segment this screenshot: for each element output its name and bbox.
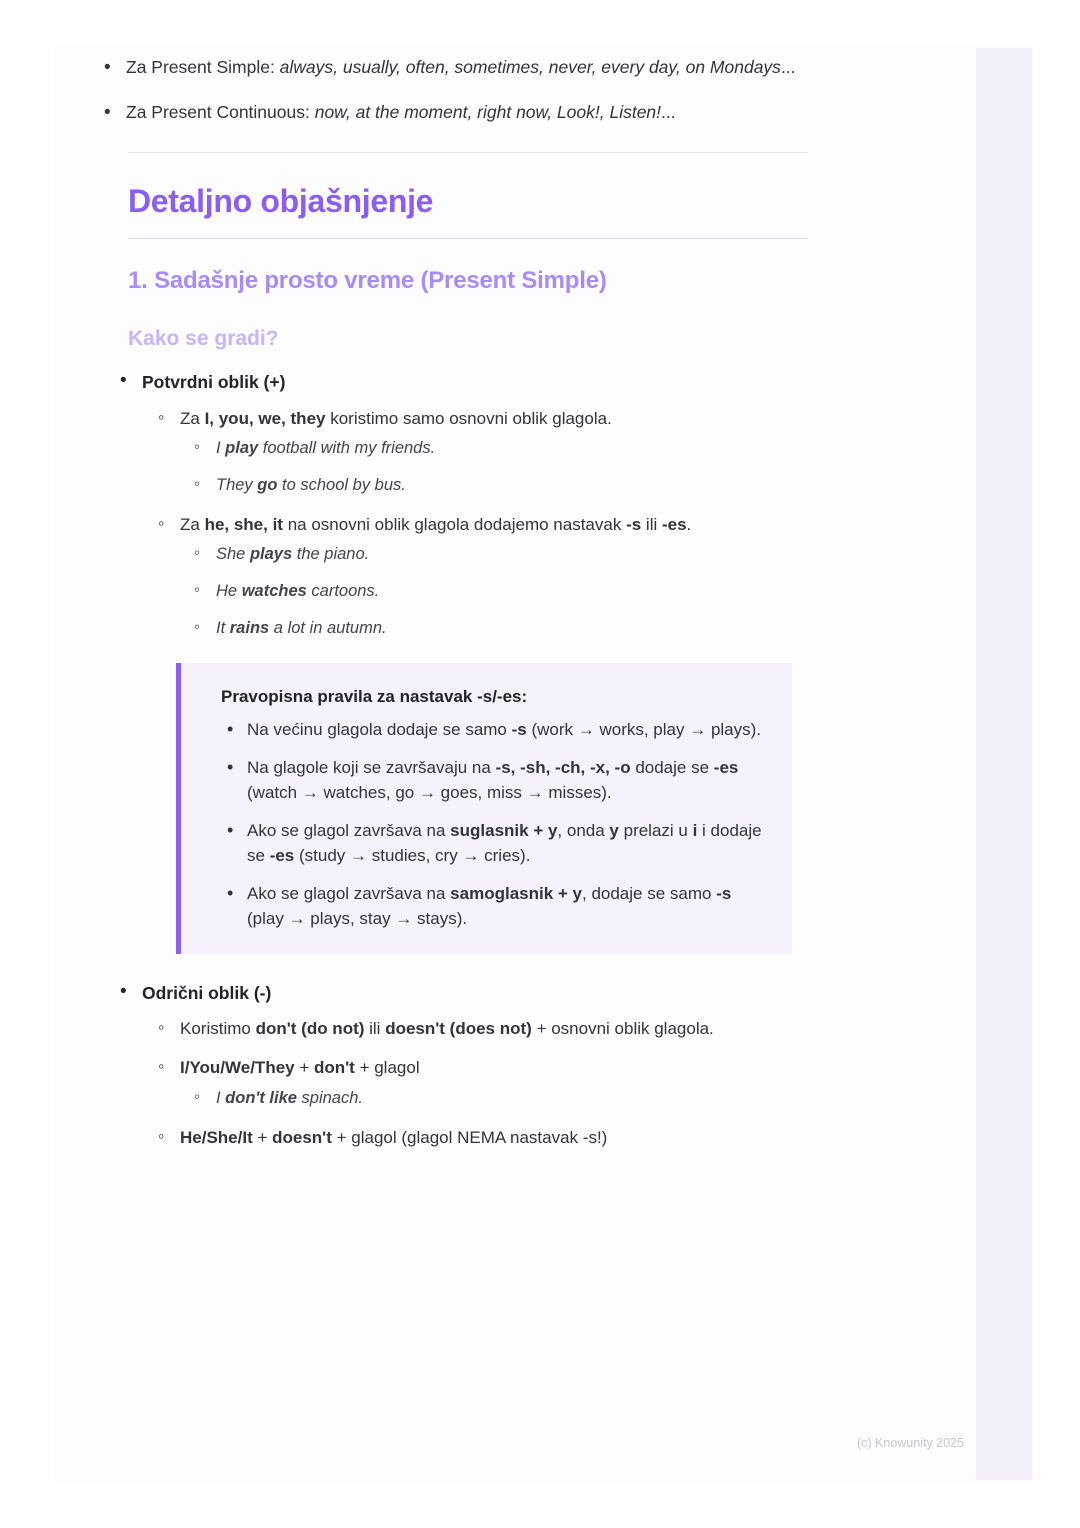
neg-rule2-post: + glagol [354, 1058, 420, 1078]
ex-bold: plays [249, 545, 293, 564]
neg-rule2-bold: I/You/We/They [180, 1058, 295, 1078]
ex-post: spinach. [296, 1088, 363, 1107]
list-item [180, 617, 942, 641]
callout-2-bold3: i [692, 820, 698, 840]
ex-pre: She [216, 545, 250, 564]
callout-3-bold2: -s [716, 883, 732, 903]
rule1-post: koristimo samo osnovni oblik glagola. [325, 408, 612, 428]
neg-rule1-bold2: doesn't (does not) [385, 1018, 532, 1038]
list-item [142, 406, 942, 498]
document-content [92, 48, 942, 1150]
rule2-post: . [686, 514, 692, 534]
ex-bold: watches [241, 582, 307, 601]
list-item-affirmative [92, 369, 942, 641]
negative-label: Odrični oblik (-) [142, 982, 272, 1003]
intro-bullet-list [92, 54, 942, 126]
section-heading: 1. Sadašnje prosto vreme (Present Simple) [128, 267, 607, 295]
affirmative-section [92, 369, 942, 641]
list-item [142, 512, 942, 641]
callout-2-bold: suglasnik + y [450, 820, 558, 840]
ex-pre: It [216, 619, 230, 638]
page-title: Detaljno objašnjenje [128, 183, 434, 220]
rule2-bold2: -s [626, 514, 642, 534]
ex-bold: go [257, 475, 278, 494]
rule2-bold3: -es [661, 514, 687, 534]
callout-2-mid: , onda [557, 820, 610, 840]
ex-post: cartoons. [306, 582, 380, 601]
list-item [221, 755, 762, 806]
ex-pre: They [216, 475, 258, 494]
ex-pre: I [216, 1088, 226, 1107]
neg-rule3-post: + glagol (glagol NEMA nastavak -s!) [331, 1127, 608, 1147]
rule1-pre: Za [180, 408, 205, 428]
list-item [180, 543, 942, 567]
list-item [221, 717, 762, 743]
callout-3-mid: , dodaje se samo [582, 883, 717, 903]
intro-bullet-1-suffix: ... [661, 102, 676, 123]
ex-bold: rains [229, 619, 270, 638]
rule2-bold: he, she, it [204, 514, 283, 534]
list-item-negative [92, 980, 942, 1151]
ex-post: a lot in autumn. [269, 619, 387, 638]
callout-0-bold: -s [511, 720, 527, 740]
neg-rule3-mid: + [252, 1127, 273, 1147]
callout-1-post: dodaje se [630, 757, 714, 777]
ex-pre: He [216, 582, 242, 601]
ex-post: the piano. [292, 545, 370, 564]
list-item [221, 881, 762, 932]
callout-list [221, 717, 762, 932]
list-item [92, 99, 942, 126]
negative-section [92, 980, 942, 1151]
ex-post: to school by bus. [277, 475, 406, 494]
ex-pre: I [216, 439, 226, 457]
callout-2-bold2: y [609, 820, 619, 840]
list-item [92, 54, 942, 81]
list-item [142, 1016, 942, 1042]
ex-bold: play [225, 439, 259, 457]
callout-3-bold: samoglasnik + y [450, 883, 582, 903]
neg-rule2-bold2: don't [313, 1058, 355, 1078]
callout-2-post: (study → studies, cry → cries). [294, 846, 531, 866]
list-item [180, 437, 942, 461]
callout-2-mid2: prelazi u [618, 820, 693, 840]
callout-1-pre: Na glagole koji se završavaju na [247, 757, 496, 777]
neg-rule1-bold: don't (do not) [255, 1018, 365, 1038]
callout-3-post: (play → plays, stay → stays). [247, 909, 468, 929]
title-underline [128, 238, 808, 239]
intro-bullet-0-suffix: ... [780, 57, 796, 77]
affirmative-rules [142, 406, 942, 642]
ex-bold: don't like [225, 1088, 297, 1107]
rule2-pre: Za [180, 514, 205, 534]
list-item [142, 1055, 942, 1110]
intro-bullet-0-italic: always, usually, often, sometimes, never, every day, on Mondays [279, 57, 781, 77]
intro-bullet-1-prefix: Za Present Continuous: [126, 102, 315, 123]
callout-2-pre: Ako se glagol završava na [247, 820, 451, 840]
callout-1-bold: -s, -sh, -ch, -x, -o [495, 757, 631, 777]
callout-0-pre: Na većinu glagola dodaje se samo [247, 720, 512, 740]
callout-1-post2: (watch → watches, go → goes, miss → misses). [247, 783, 612, 803]
affirmative-label: Potvrdni oblik (+) [142, 372, 286, 393]
neg-rule3-bold: He/She/It [180, 1127, 253, 1147]
neg-rule3-bold2: doesn't [272, 1127, 332, 1147]
neg-rule1-post: + osnovni oblik glagola. [531, 1018, 714, 1038]
negative-rules [142, 1016, 942, 1150]
callout-2-bold4: -es [269, 846, 295, 866]
list-item [142, 1125, 942, 1151]
callout-3-pre: Ako se glagol završava na [247, 883, 451, 903]
intro-bullet-0-prefix: Za Present Simple: [126, 57, 280, 77]
list-item [180, 580, 942, 604]
list-item [180, 474, 942, 498]
neg-rule2-examples [180, 1087, 942, 1111]
intro-bullet-1-italic: now, at the moment, right now, Look!, Listen! [314, 102, 662, 123]
callout-title: Pravopisna pravila za nastavak -s/-es: [221, 687, 528, 707]
rule2-examples [180, 543, 942, 641]
callout-2-mid3: i dodaje se [247, 820, 762, 866]
neg-rule1-pre: Koristimo [180, 1018, 256, 1038]
neg-rule1-mid: ili [364, 1018, 386, 1038]
rule2-mid: na osnovni oblik glagola dodajemo nastavak [282, 514, 627, 534]
list-item [221, 818, 762, 869]
rule1-examples [180, 437, 942, 498]
spelling-rules-callout [176, 663, 792, 954]
ex-post: football with my friends. [258, 439, 436, 457]
divider [128, 152, 808, 153]
neg-rule2-mid: + [294, 1058, 314, 1078]
subsection-heading: Kako se gradi? [128, 327, 279, 351]
document-page [56, 48, 1032, 1480]
callout-1-bold2: -es [713, 757, 739, 777]
watermark: (c) Knowunity 2025 [856, 1436, 964, 1450]
rule2-mid2: ili [641, 514, 662, 534]
list-item [180, 1087, 942, 1111]
rule1-bold: I, you, we, they [204, 408, 326, 428]
callout-0-post: (work → works, play → plays). [526, 720, 762, 740]
